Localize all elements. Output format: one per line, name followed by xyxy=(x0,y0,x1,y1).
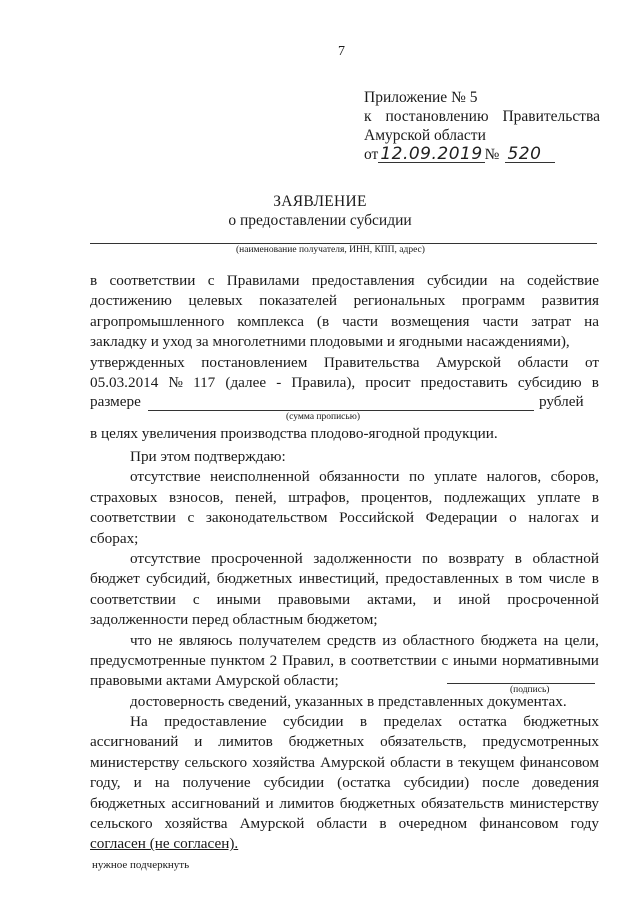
text-word: 2 xyxy=(269,651,278,669)
body-line xyxy=(90,271,599,291)
text-word: в xyxy=(379,814,387,832)
text-word: в xyxy=(591,488,599,506)
appendix-word: постановлению xyxy=(385,108,489,125)
body-paragraph xyxy=(90,271,599,393)
text-word: очередном xyxy=(398,814,468,832)
text-word: отсутствие xyxy=(130,468,201,486)
text-word: областного xyxy=(402,631,475,649)
text-word: являюсь xyxy=(178,631,233,649)
text-word: программ xyxy=(461,292,526,310)
text-word: на xyxy=(154,774,170,792)
text-word: затрат xyxy=(531,312,572,330)
page-number: 7 xyxy=(338,44,345,59)
text-word: и xyxy=(133,774,142,792)
text-word: предоставление xyxy=(164,713,267,730)
text-word: отсутствие xyxy=(130,549,201,567)
text-word: на xyxy=(584,312,599,330)
text-word: с xyxy=(441,651,449,669)
body-line xyxy=(90,332,599,352)
text-word: пунктом xyxy=(210,651,265,669)
text-word: финансовом xyxy=(479,814,559,832)
text-word: хозяйства xyxy=(164,814,228,832)
text-word: лимитов xyxy=(218,733,273,751)
confirmation-line xyxy=(90,651,599,671)
text-word: в xyxy=(591,570,599,588)
text-word: предоставления xyxy=(311,272,415,289)
recipient-fill-line xyxy=(90,243,597,244)
text-word: региональных xyxy=(353,292,446,310)
text-word: постановлением xyxy=(201,353,308,371)
text-word: и xyxy=(590,509,599,527)
text-word: в xyxy=(514,549,522,567)
consent-paragraph xyxy=(90,712,599,855)
text-word: закладку и уход за многолетними плодовыми и ягодными насаждениями), xyxy=(90,333,570,351)
text-word: иными xyxy=(216,590,261,608)
text-word: бюджетных xyxy=(216,570,293,588)
text-word: соответствии xyxy=(350,651,437,669)
text-word: после xyxy=(482,774,520,792)
appendix-resolution-line xyxy=(364,107,600,126)
text-word: просит xyxy=(365,373,411,391)
text-word: законодательством xyxy=(205,509,328,527)
text-word: и xyxy=(433,590,442,608)
text-word: в xyxy=(446,753,454,771)
text-word: При этом подтверждаю: xyxy=(130,448,286,465)
text-word: в xyxy=(359,713,368,730)
confirmation-intro xyxy=(90,447,599,467)
text-word: субсидий, xyxy=(146,570,211,588)
appendix-date-line xyxy=(364,145,600,164)
text-word: развития xyxy=(541,292,599,310)
text-word: с xyxy=(207,272,215,289)
confirmation-line xyxy=(90,631,599,651)
text-word: части xyxy=(482,312,519,330)
text-word: Амурской xyxy=(239,814,305,832)
text-word: получателем xyxy=(238,631,321,649)
footnote: нужное подчеркнуть xyxy=(92,859,190,871)
text-word: процентов, xyxy=(361,488,433,506)
text-word: в xyxy=(505,570,513,588)
text-word: соответствии xyxy=(109,272,196,289)
confirmation-line xyxy=(90,590,599,610)
text-word: налогов, xyxy=(486,468,542,486)
text-word: показателей xyxy=(259,292,337,310)
consent-line xyxy=(90,753,599,773)
consent-line xyxy=(90,712,599,732)
text-word: бюджетных xyxy=(90,794,166,812)
text-word: получение xyxy=(182,774,251,792)
document-title: ЗАЯВЛЕНИЕ xyxy=(273,193,367,210)
recipient-caption: (наименование получателя, ИНН, КПП, адрес) xyxy=(236,245,425,255)
text-word: инвестиций, xyxy=(298,570,379,588)
text-word: в xyxy=(338,651,347,669)
text-word: Федерации xyxy=(425,509,498,527)
text-word: подлежащих xyxy=(443,488,526,506)
body-line xyxy=(90,373,599,393)
text-word: на xyxy=(543,631,559,649)
amount-fill-line xyxy=(148,410,534,411)
consent-line xyxy=(90,794,599,814)
text-word: правовыми актами Амурской области; xyxy=(90,672,339,690)
text-word: № xyxy=(168,373,183,391)
appendix-title: Приложение № 5 xyxy=(364,89,478,106)
text-word: средств xyxy=(326,631,377,649)
text-word: неисполненной xyxy=(210,468,310,486)
text-word: правовыми xyxy=(277,590,351,608)
text-word: Российской xyxy=(339,509,414,527)
text-word: Правилами xyxy=(226,272,300,289)
text-word: числе xyxy=(548,570,586,588)
text-word: просроченной xyxy=(211,549,303,567)
text-word: бюджета xyxy=(480,631,538,649)
text-word: иными xyxy=(452,651,498,669)
text-word: текущем xyxy=(458,753,515,771)
text-word: областной xyxy=(532,549,599,567)
text-word: соответствии xyxy=(90,509,176,527)
text-word: от xyxy=(584,353,599,371)
text-word: агропромышленного xyxy=(90,312,225,330)
text-word: по xyxy=(408,468,425,486)
text-word: задолженности xyxy=(313,549,412,567)
text-word: иной xyxy=(458,590,491,608)
appendix-word: к xyxy=(364,108,372,125)
text-word: предусмотренные xyxy=(90,651,206,669)
handwritten-date: 12.09.2019 xyxy=(380,144,483,164)
text-word: сельского xyxy=(90,814,153,832)
text-word: достижению xyxy=(90,292,172,310)
text-word: субсидии xyxy=(426,272,488,289)
body-line xyxy=(90,312,599,332)
text-word: области xyxy=(517,353,569,371)
text-word: штрафов, xyxy=(288,488,350,506)
text-word: На xyxy=(130,713,148,730)
text-word: году xyxy=(570,814,599,832)
text-word: комплекса xyxy=(237,312,304,330)
text-word: пеней, xyxy=(235,488,277,506)
text-word: 05.03.2014 xyxy=(90,373,159,391)
confirmation-line xyxy=(90,549,599,569)
text-word: по xyxy=(422,549,438,567)
confirmation-line xyxy=(90,529,599,549)
currency-label: рублей xyxy=(539,393,584,410)
consent-line xyxy=(90,732,599,752)
text-word: Амурской xyxy=(436,353,501,371)
text-word: Правила), xyxy=(291,373,356,391)
purpose-line: в целях увеличения производства плодово-ягодной продукции. xyxy=(90,425,498,442)
text-word: части xyxy=(342,312,379,330)
text-word: возмещения xyxy=(391,312,470,330)
text-word: области xyxy=(390,753,441,771)
number-sign: № xyxy=(484,146,500,163)
text-word: сборах; xyxy=(90,529,139,547)
confirmation-line xyxy=(90,508,599,528)
text-word: финансовом xyxy=(519,753,599,771)
text-word: бюджет xyxy=(90,570,140,588)
text-word: налогах xyxy=(528,509,580,527)
confirmation-line xyxy=(90,488,599,508)
text-word: с xyxy=(187,509,195,527)
text-word: в xyxy=(90,272,98,289)
text-word: субсидии) xyxy=(403,774,470,792)
consent-line xyxy=(90,773,599,793)
body-line xyxy=(90,353,599,373)
text-word: области xyxy=(316,814,368,832)
text-word: страховых xyxy=(90,488,158,506)
document-subtitle: о предоставлении субсидии xyxy=(228,212,412,229)
appendix-header xyxy=(364,88,600,164)
text-word: - xyxy=(276,373,282,391)
text-word: задолженности перед областным бюджетом; xyxy=(90,611,378,629)
text-word: содействие xyxy=(527,272,599,289)
appendix-word: Правительства xyxy=(502,108,600,125)
confirmation-line xyxy=(90,569,599,589)
text-word: сборов, xyxy=(550,468,599,486)
text-word: бюджетных xyxy=(523,713,599,730)
text-word: из xyxy=(382,631,397,649)
text-word: просроченной xyxy=(507,590,599,608)
text-word: согласен (не согласен). xyxy=(90,835,239,853)
text-word: бюджетных xyxy=(339,794,416,812)
text-word: (далее xyxy=(225,373,267,391)
consent-line xyxy=(90,814,599,834)
text-word: о xyxy=(509,509,517,527)
text-word: том xyxy=(518,570,543,588)
text-word: что xyxy=(130,631,152,649)
text-word: целевых xyxy=(188,292,243,310)
appendix-region: Амурской области xyxy=(364,127,486,144)
text-word: сельского xyxy=(184,753,248,771)
text-word: возврату xyxy=(448,549,505,567)
text-word: актами, xyxy=(367,590,417,608)
amount-caption: (сумма прописью) xyxy=(286,412,360,422)
text-word: и xyxy=(194,733,203,751)
text-word: уплате xyxy=(537,488,581,506)
text-word: взносов, xyxy=(168,488,224,506)
text-word: предоставить xyxy=(420,373,508,391)
text-word: субсидии xyxy=(263,774,325,792)
confirmation-line xyxy=(90,610,599,630)
text-word: ассигнований xyxy=(90,733,179,751)
text-word: достоверность сведений, указанных в представленных документах. xyxy=(130,692,567,710)
text-word: лимитов xyxy=(279,794,335,812)
consent-choice xyxy=(90,834,599,854)
text-word: пределах xyxy=(383,713,443,730)
text-word: министерству xyxy=(90,753,180,771)
text-word: хозяйства xyxy=(252,753,315,771)
text-word: в xyxy=(591,373,599,391)
text-word: Амурской xyxy=(320,753,385,771)
text-word: году, xyxy=(90,774,121,792)
text-word: обязанности xyxy=(319,468,400,486)
text-word: цели, xyxy=(564,631,599,649)
text-word: уплате xyxy=(434,468,478,486)
text-word: ассигнований xyxy=(171,794,260,812)
text-word: утвержденных xyxy=(90,353,185,371)
date-prefix: от xyxy=(364,146,379,163)
text-word: предусмотренных xyxy=(482,733,599,751)
text-word: предоставленных xyxy=(385,570,499,588)
text-word: (остатка xyxy=(337,774,391,792)
text-word: не xyxy=(157,631,173,649)
text-word: нормативными xyxy=(501,651,599,669)
text-word: Правительства xyxy=(323,353,420,371)
confirmation-line xyxy=(90,467,599,487)
amount-label: размере xyxy=(90,393,141,410)
text-word: остатка xyxy=(458,713,507,730)
text-word: бюджетных xyxy=(288,733,365,751)
text-word: (в xyxy=(316,312,330,330)
text-word: 117 xyxy=(193,373,216,391)
text-word: обязательств xyxy=(421,794,504,812)
text-word: обязательств, xyxy=(380,733,467,751)
signature-caption: (подпись) xyxy=(510,685,550,695)
handwritten-number: 520 xyxy=(505,146,555,163)
text-word: субсидии xyxy=(283,713,344,730)
body-line xyxy=(90,291,599,311)
text-word: на xyxy=(499,272,515,289)
text-word: и xyxy=(265,794,274,812)
text-word: соответствии xyxy=(90,590,176,608)
signature-fill-line xyxy=(447,683,595,684)
text-word: министерству xyxy=(509,794,599,812)
text-word: с xyxy=(192,590,200,608)
text-word: Правил, xyxy=(282,651,335,669)
confirmation-block xyxy=(90,447,599,712)
text-word: доведения xyxy=(532,774,599,792)
text-word: субсидию xyxy=(517,373,582,391)
